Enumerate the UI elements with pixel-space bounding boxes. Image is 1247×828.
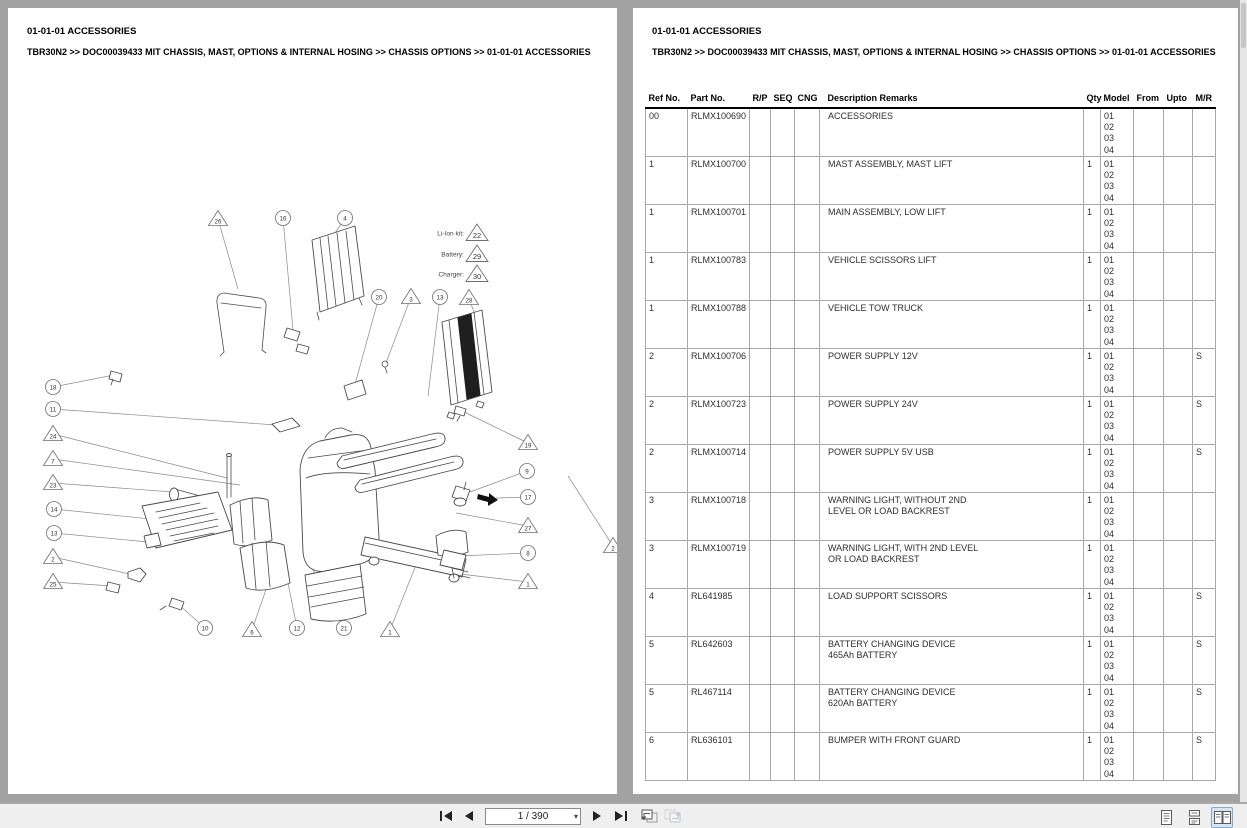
callout-triangle	[519, 435, 538, 450]
legend-number: 22	[472, 231, 482, 240]
cell-upto	[1164, 108, 1193, 157]
cell-seq	[771, 733, 795, 781]
cell-rp	[750, 253, 771, 301]
cell-ref: 1	[646, 157, 688, 205]
callout-circle	[372, 290, 387, 305]
cell-from	[1134, 541, 1164, 589]
cell-mr: S	[1193, 397, 1216, 445]
cell-qty: 1	[1084, 637, 1101, 685]
cell-from	[1134, 205, 1164, 253]
cell-upto	[1164, 157, 1193, 205]
page-left	[8, 8, 617, 794]
table-row	[646, 445, 1216, 493]
cell-from	[1134, 493, 1164, 541]
svg-text:13: 13	[436, 294, 444, 302]
cell-ref: 3	[646, 541, 688, 589]
cell-model: 01 02 03 04	[1101, 637, 1134, 685]
cell-cng	[795, 637, 820, 685]
page-title: 01-01-01 ACCESSORIES	[652, 26, 762, 37]
single-page-view-icon	[1160, 810, 1173, 825]
cell-qty: 1	[1084, 589, 1101, 637]
svg-text:21: 21	[340, 625, 348, 633]
cell-mr	[1193, 541, 1216, 589]
svg-text:18: 18	[49, 384, 57, 392]
last-page-button[interactable]	[610, 806, 630, 826]
svg-text:14: 14	[50, 506, 58, 514]
cell-rp	[750, 685, 771, 733]
cell-seq	[771, 589, 795, 637]
legend-label: Battery:	[441, 251, 464, 259]
cell-qty: 1	[1084, 685, 1101, 733]
cell-seq	[771, 205, 795, 253]
cell-mr	[1193, 493, 1216, 541]
previous-page-icon	[464, 811, 474, 821]
cell-upto	[1164, 733, 1193, 781]
breadcrumb: TBR30N2 >> DOC00039433 MIT CHASSIS, MAST, OPTIONS & INTERNAL HOSING >> CHASSIS OPTIONS >> 01-01-01 ACCESSORIES	[652, 47, 1216, 57]
svg-text:7: 7	[51, 458, 55, 466]
cell-upto	[1164, 397, 1193, 445]
callout-circle	[47, 526, 62, 541]
cell-ref: 1	[646, 253, 688, 301]
svg-text:2: 2	[51, 556, 55, 564]
diagram-legend	[437, 224, 488, 282]
cell-cng	[795, 397, 820, 445]
cell-mr: S	[1193, 589, 1216, 637]
cell-part: RLMX100701	[688, 205, 750, 253]
facing-pages-view-icon	[1214, 810, 1231, 825]
cell-qty: 1	[1084, 733, 1101, 781]
bottom-toolbar	[0, 802, 1247, 828]
cell-rp	[750, 637, 771, 685]
callout-triangle	[243, 622, 262, 637]
cell-rp	[750, 541, 771, 589]
svg-text:16: 16	[279, 215, 287, 223]
col-header-from: From	[1134, 92, 1164, 108]
cell-desc: LOAD SUPPORT SCISSORS	[820, 589, 1084, 637]
cell-seq	[771, 349, 795, 397]
cell-mr	[1193, 205, 1216, 253]
callout-circle	[290, 621, 305, 636]
col-header-qty: Qty	[1084, 92, 1101, 108]
cell-upto	[1164, 541, 1193, 589]
cell-mr	[1193, 157, 1216, 205]
cell-desc: MAIN ASSEMBLY, LOW LIFT	[820, 205, 1084, 253]
callout-circle	[47, 502, 62, 517]
cell-desc: POWER SUPPLY 5V USB	[820, 445, 1084, 493]
cell-upto	[1164, 445, 1193, 493]
cell-upto	[1164, 589, 1193, 637]
cell-upto	[1164, 637, 1193, 685]
table-row	[646, 253, 1216, 301]
cell-model: 01 02 03 04	[1101, 157, 1134, 205]
cell-seq	[771, 397, 795, 445]
cell-desc: VEHICLE SCISSORS LIFT	[820, 253, 1084, 301]
callout-triangle	[604, 538, 618, 553]
cell-part: RL636101	[688, 733, 750, 781]
previous-view-button[interactable]	[639, 806, 659, 826]
cell-part: RLMX100788	[688, 301, 750, 349]
cell-qty: 1	[1084, 397, 1101, 445]
callout-circle	[46, 380, 61, 395]
col-header-seq: SEQ	[771, 92, 795, 108]
callout-triangle	[460, 290, 479, 305]
svg-text:6: 6	[250, 629, 254, 637]
callout-triangle	[44, 574, 63, 589]
cell-upto	[1164, 205, 1193, 253]
chevron-down-icon[interactable]: ▾	[573, 811, 578, 821]
cell-upto	[1164, 493, 1193, 541]
cell-upto	[1164, 685, 1193, 733]
callout-circle	[46, 402, 61, 417]
single-page-view-button[interactable]	[1155, 807, 1177, 828]
table-row	[646, 541, 1216, 589]
parts-table-body	[646, 108, 1216, 781]
callout-triangle	[44, 549, 63, 564]
cell-from	[1134, 589, 1164, 637]
cell-cng	[795, 205, 820, 253]
cell-qty: 1	[1084, 205, 1101, 253]
cell-model: 01 02 03 04	[1101, 349, 1134, 397]
continuous-view-icon	[1188, 810, 1201, 825]
cell-seq	[771, 108, 795, 157]
cell-ref: 1	[646, 205, 688, 253]
cell-part: RLMX100714	[688, 445, 750, 493]
callout-circle	[521, 546, 536, 561]
cell-cng	[795, 541, 820, 589]
cell-qty: 1	[1084, 301, 1101, 349]
table-row	[646, 349, 1216, 397]
cell-part: RLMX100690	[688, 108, 750, 157]
cell-part: RLMX100706	[688, 349, 750, 397]
cell-cng	[795, 108, 820, 157]
cell-rp	[750, 205, 771, 253]
cell-qty: 1	[1084, 445, 1101, 493]
cell-desc: ACCESSORIES	[820, 108, 1084, 157]
cell-desc: BUMPER WITH FRONT GUARD	[820, 733, 1084, 781]
cell-ref: 2	[646, 445, 688, 493]
legend-label: Li-Ion kit:	[437, 230, 464, 238]
cell-model: 01 02 03 04	[1101, 301, 1134, 349]
cell-desc: BATTERY CHANGING DEVICE 465Ah BATTERY	[820, 637, 1084, 685]
page-number-combobox[interactable]	[485, 808, 581, 825]
cell-from	[1134, 733, 1164, 781]
table-row	[646, 301, 1216, 349]
col-header-ref: Ref No.	[646, 92, 688, 108]
cell-seq	[771, 637, 795, 685]
cell-rp	[750, 493, 771, 541]
table-header-row	[646, 92, 1216, 108]
cell-qty	[1084, 108, 1101, 157]
cell-from	[1134, 397, 1164, 445]
cell-part: RLMX100719	[688, 541, 750, 589]
cell-rp	[750, 445, 771, 493]
cell-mr: S	[1193, 349, 1216, 397]
cell-seq	[771, 445, 795, 493]
parts-table	[645, 92, 1216, 781]
cell-part: RL641985	[688, 589, 750, 637]
continuous-view-button[interactable]	[1183, 807, 1205, 828]
cell-rp	[750, 157, 771, 205]
cell-cng	[795, 685, 820, 733]
page-layout-group	[1155, 805, 1233, 828]
cell-ref: 4	[646, 589, 688, 637]
cell-model: 01 02 03 04	[1101, 493, 1134, 541]
cell-from	[1134, 253, 1164, 301]
cell-rp	[750, 733, 771, 781]
cell-ref: 00	[646, 108, 688, 157]
table-row	[646, 108, 1216, 157]
cell-model: 01 02 03 04	[1101, 108, 1134, 157]
cell-model: 01 02 03 04	[1101, 445, 1134, 493]
cell-rp	[750, 108, 771, 157]
col-header-part: Part No.	[688, 92, 750, 108]
cell-cng	[795, 589, 820, 637]
next-page-button[interactable]	[587, 806, 607, 826]
table-row	[646, 637, 1216, 685]
cell-cng	[795, 493, 820, 541]
cell-from	[1134, 301, 1164, 349]
svg-text:13: 13	[50, 530, 58, 538]
table-row	[646, 733, 1216, 781]
cell-seq	[771, 253, 795, 301]
cell-seq	[771, 157, 795, 205]
cell-upto	[1164, 301, 1193, 349]
svg-text:11: 11	[49, 406, 57, 414]
cell-part: RLMX100718	[688, 493, 750, 541]
cell-rp	[750, 301, 771, 349]
cell-part: RL467114	[688, 685, 750, 733]
svg-text:12: 12	[293, 625, 301, 633]
cell-ref: 1	[646, 301, 688, 349]
col-header-mr: M/R	[1193, 92, 1216, 108]
cell-from	[1134, 685, 1164, 733]
cell-desc: BATTERY CHANGING DEVICE 620Ah BATTERY	[820, 685, 1084, 733]
callout-circle	[198, 621, 213, 636]
callout-circle	[276, 211, 291, 226]
next-page-icon	[592, 811, 602, 821]
svg-text:2: 2	[611, 545, 615, 553]
callout-circle	[433, 290, 448, 305]
cell-from	[1134, 108, 1164, 157]
arrow-decal	[477, 493, 498, 506]
cell-seq	[771, 685, 795, 733]
table-row	[646, 157, 1216, 205]
cell-from	[1134, 349, 1164, 397]
cell-model: 01 02 03 04	[1101, 541, 1134, 589]
legend-label: Charger:	[438, 271, 464, 279]
last-page-icon	[614, 811, 627, 821]
cell-qty: 1	[1084, 157, 1101, 205]
table-row	[646, 589, 1216, 637]
svg-text:1: 1	[526, 581, 530, 589]
exploded-diagram	[8, 8, 617, 794]
cell-mr: S	[1193, 637, 1216, 685]
cell-cng	[795, 349, 820, 397]
col-header-rp: R/P	[750, 92, 771, 108]
callout-triangle	[44, 426, 63, 441]
legend-number: 29	[472, 252, 482, 261]
previous-view-icon	[641, 809, 658, 824]
cell-desc: POWER SUPPLY 12V	[820, 349, 1084, 397]
svg-text:1: 1	[388, 629, 392, 637]
cell-mr	[1193, 301, 1216, 349]
cell-cng	[795, 445, 820, 493]
legend-number: 30	[472, 272, 482, 281]
cell-part: RLMX100783	[688, 253, 750, 301]
cell-part: RL642603	[688, 637, 750, 685]
cell-mr: S	[1193, 733, 1216, 781]
svg-text:8: 8	[526, 550, 530, 558]
table-row	[646, 397, 1216, 445]
callout-circle	[338, 211, 353, 226]
svg-text:25: 25	[49, 581, 57, 589]
first-page-icon	[440, 811, 453, 821]
col-header-upto: Upto	[1164, 92, 1193, 108]
callout-circle	[337, 621, 352, 636]
callout-triangle	[402, 289, 421, 304]
next-view-icon	[664, 809, 681, 824]
vertical-scrollbar[interactable]	[1240, 0, 1247, 802]
svg-text:24: 24	[49, 433, 57, 441]
page-navigation-group	[436, 804, 682, 828]
cell-rp	[750, 397, 771, 445]
svg-text:23: 23	[49, 482, 57, 490]
cell-part: RLMX100700	[688, 157, 750, 205]
cell-ref: 5	[646, 685, 688, 733]
cell-model: 01 02 03 04	[1101, 397, 1134, 445]
cell-ref: 6	[646, 733, 688, 781]
cell-mr: S	[1193, 685, 1216, 733]
svg-text:20: 20	[375, 294, 383, 302]
table-row	[646, 685, 1216, 733]
cell-cng	[795, 157, 820, 205]
callout-triangle	[381, 622, 400, 637]
cell-qty: 1	[1084, 349, 1101, 397]
svg-text:27: 27	[524, 525, 532, 533]
svg-text:10: 10	[201, 625, 209, 633]
facing-pages-view-button[interactable]	[1211, 807, 1233, 828]
table-row	[646, 493, 1216, 541]
cell-mr: S	[1193, 445, 1216, 493]
callout-triangle	[209, 211, 228, 226]
cell-desc: WARNING LIGHT, WITHOUT 2ND LEVEL OR LOAD BACKREST	[820, 493, 1084, 541]
cell-ref: 5	[646, 637, 688, 685]
cell-seq	[771, 493, 795, 541]
cell-model: 01 02 03 04	[1101, 733, 1134, 781]
cell-part: RLMX100723	[688, 397, 750, 445]
cell-ref: 2	[646, 397, 688, 445]
col-header-desc: Description Remarks	[820, 92, 1084, 108]
cell-upto	[1164, 253, 1193, 301]
svg-text:3: 3	[409, 296, 413, 304]
cell-seq	[771, 301, 795, 349]
cell-cng	[795, 253, 820, 301]
svg-text:9: 9	[525, 468, 529, 476]
cell-upto	[1164, 349, 1193, 397]
cell-desc: WARNING LIGHT, WITH 2ND LEVEL OR LOAD BACKREST	[820, 541, 1084, 589]
cell-from	[1134, 637, 1164, 685]
svg-text:26: 26	[214, 218, 222, 226]
callout-triangle	[44, 475, 63, 490]
previous-page-button[interactable]	[459, 806, 479, 826]
cell-model: 01 02 03 04	[1101, 685, 1134, 733]
callout-circle	[520, 464, 535, 479]
cell-ref: 3	[646, 493, 688, 541]
svg-text:4: 4	[343, 215, 347, 223]
cell-qty: 1	[1084, 253, 1101, 301]
breadcrumb: TBR30N2 >> DOC00039433 MIT CHASSIS, MAST, OPTIONS & INTERNAL HOSING >> CHASSIS OPTIONS >> 01-01-01 ACCESSORIES	[27, 47, 591, 57]
cell-cng	[795, 301, 820, 349]
cell-model: 01 02 03 04	[1101, 205, 1134, 253]
cell-desc: VEHICLE TOW TRUCK	[820, 301, 1084, 349]
cell-model: 01 02 03 04	[1101, 589, 1134, 637]
cell-mr	[1193, 108, 1216, 157]
svg-text:17: 17	[524, 494, 532, 502]
diagram-line-art	[106, 226, 498, 621]
cell-qty: 1	[1084, 493, 1101, 541]
cell-from	[1134, 157, 1164, 205]
cell-from	[1134, 445, 1164, 493]
cell-ref: 2	[646, 349, 688, 397]
page-right	[633, 8, 1238, 794]
cell-cng	[795, 733, 820, 781]
callout-triangle	[44, 451, 63, 466]
svg-text:19: 19	[524, 442, 532, 450]
col-header-cng: CNG	[795, 92, 820, 108]
cell-qty: 1	[1084, 541, 1101, 589]
cell-desc: POWER SUPPLY 24V	[820, 397, 1084, 445]
svg-text:28: 28	[465, 297, 473, 305]
cell-rp	[750, 589, 771, 637]
cell-rp	[750, 349, 771, 397]
cell-seq	[771, 541, 795, 589]
page-indicator[interactable]: 1 / 390	[517, 810, 549, 822]
page-title: 01-01-01 ACCESSORIES	[27, 26, 137, 37]
cell-desc: MAST ASSEMBLY, MAST LIFT	[820, 157, 1084, 205]
table-row	[646, 205, 1216, 253]
first-page-button[interactable]	[436, 806, 456, 826]
callout-circle	[521, 490, 536, 505]
cell-model: 01 02 03 04	[1101, 253, 1134, 301]
scrollbar-thumb[interactable]	[1241, 3, 1246, 48]
next-view-button[interactable]	[662, 806, 682, 826]
cell-mr	[1193, 253, 1216, 301]
col-header-model: Model	[1101, 92, 1134, 108]
